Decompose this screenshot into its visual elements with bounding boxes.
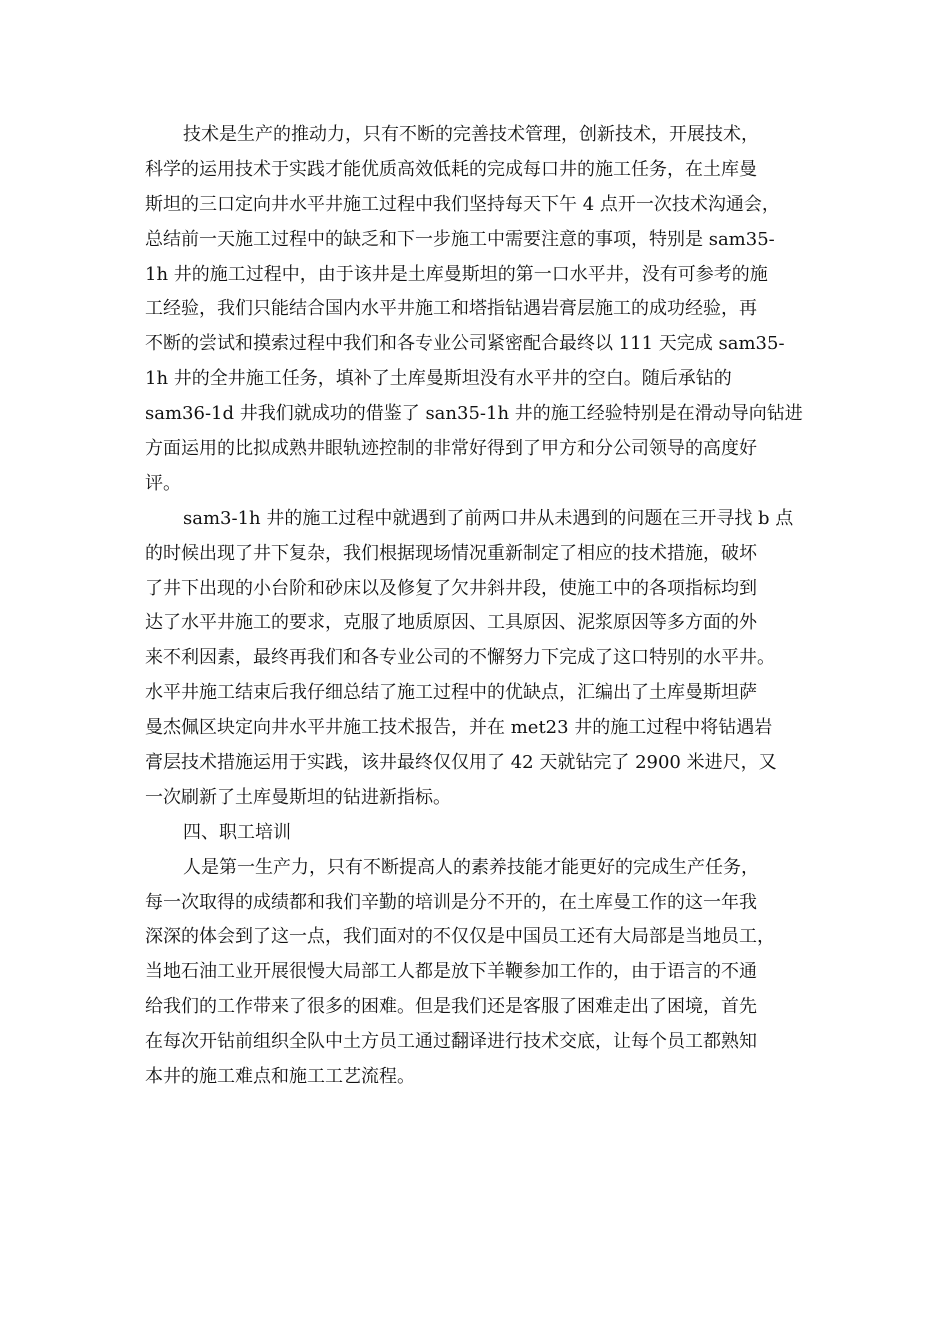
section-heading-text: 四、职工培训: [183, 821, 291, 843]
text-line: 人是第一生产力，只有不断提高人的素养技能才能更好的完成生产任务，: [183, 856, 759, 878]
text-line: 工经验，我们只能结合国内水平井施工和塔指钻遇岩膏层施工的成功经验，再: [145, 298, 757, 320]
text-line: 1h 井的施工过程中，由于该井是土库曼斯坦的第一口水平井，没有可参考的施: [145, 263, 768, 285]
paragraph-technical-management: [145, 118, 810, 502]
text-line: 膏层技术措施运用于实践，该井最终仅仅用了 42 天就钻完了 2900 米进尺，又: [145, 752, 777, 774]
text-line: 评。: [145, 472, 181, 494]
text-line: 深深的体会到了这一点，我们面对的不仅仅是中国员工还有大局部是当地员工，: [145, 926, 775, 948]
text-line: 总结前一天施工过程中的缺乏和下一步施工中需要注意的事项，特别是 sam35-: [145, 228, 775, 250]
text-line: 技术是生产的推动力，只有不断的完善技术管理，创新技术，开展技术，: [183, 124, 759, 145]
document-body: [145, 118, 810, 1095]
section-heading: [145, 816, 810, 851]
text-line: 水平井施工结束后我仔细总结了施工过程中的优缺点，汇编出了土库曼斯坦萨: [145, 682, 757, 704]
text-line: 一次刷新了土库曼斯坦的钻进新指标。: [145, 786, 451, 808]
paragraph-sam3-1h-well: [145, 502, 810, 816]
text-line: 的时候出现了井下复杂，我们根据现场情况重新制定了相应的技术措施，破坏: [145, 542, 757, 564]
text-line: 在每次开钻前组织全队中土方员工通过翻译进行技术交底，让每个员工都熟知: [145, 1031, 757, 1053]
text-line: 每一次取得的成绩都和我们辛勤的培训是分不开的，在土库曼工作的这一年我: [145, 891, 757, 913]
text-line: sam3-1h 井的施工过程中就遇到了前两口井从未遇到的问题在三开寻找 b 点: [183, 507, 794, 529]
text-line: 科学的运用技术于实践才能优质高效低耗的完成每口井的施工任务，在土库曼: [145, 158, 757, 180]
text-line: 来不利因素，最终再我们和各专业公司的不懈努力下完成了这口特别的水平井。: [145, 647, 775, 669]
text-line: 了井下出现的小台阶和砂床以及修复了欠井斜井段，使施工中的各项指标均到: [145, 577, 757, 599]
text-line: 1h 井的全井施工任务，填补了土库曼斯坦没有水平井的空白。随后承钻的: [145, 368, 732, 390]
text-line: 方面运用的比拟成熟井眼轨迹控制的非常好得到了甲方和分公司领导的高度好: [145, 438, 757, 460]
paragraph-staff-training: [145, 851, 810, 1095]
text-line: 达了水平井施工的要求，克服了地质原因、工具原因、泥浆原因等多方面的外: [145, 612, 757, 634]
text-line: 斯坦的三口定向井水平井施工过程中我们坚持每天下午 4 点开一次技术沟通会，: [145, 193, 780, 215]
text-line: 本井的施工难点和施工工艺流程。: [145, 1066, 415, 1088]
text-line: 给我们的工作带来了很多的困难。但是我们还是客服了困难走出了困境，首先: [145, 996, 757, 1018]
text-line: 当地石油工业开展很慢大局部工人都是放下羊鞭参加工作的，由于语言的不通: [145, 961, 757, 983]
text-line: 不断的尝试和摸索过程中我们和各专业公司紧密配合最终以 111 天完成 sam35-: [145, 333, 785, 355]
text-line: sam36-1d 井我们就成功的借鉴了 san35-1h 井的施工经验特别是在滑动导向钻进: [145, 403, 803, 425]
text-line: 曼杰佩区块定向井水平井施工技术报告，并在 met23 井的施工过程中将钻遇岩: [145, 717, 773, 739]
